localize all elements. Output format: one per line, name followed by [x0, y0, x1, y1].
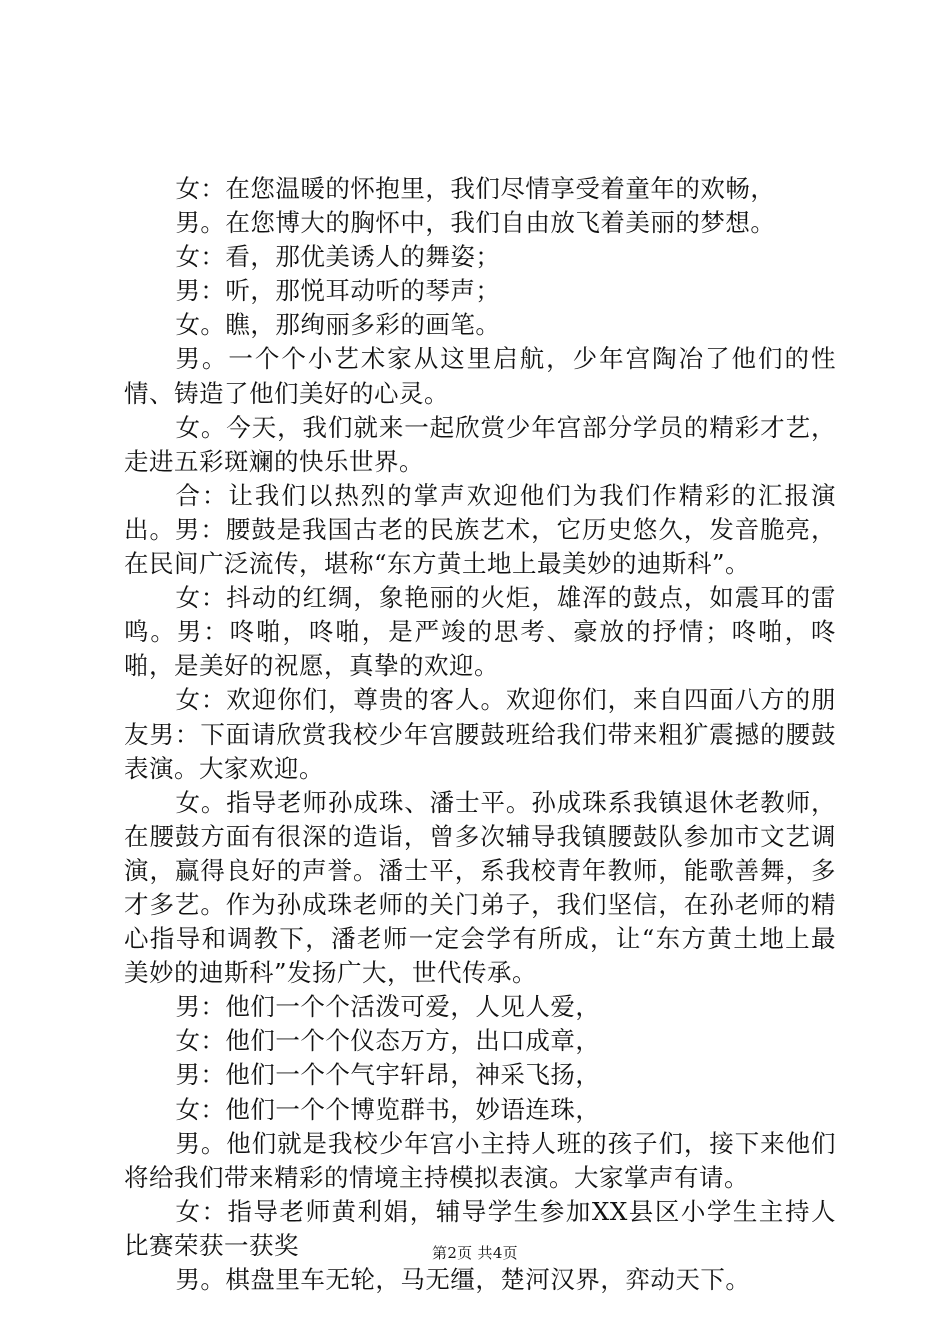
- document-body: [124, 172, 836, 1297]
- paragraph: 合：让我们以热烈的掌声欢迎他们为我们作精彩的汇报演出。男：腰鼓是我国古老的民族艺术，它历史悠久，发音脆亮，在民间广泛流传，堪称“东方黄土地上最美妙的迪斯科”。: [124, 480, 836, 579]
- paragraph: 女：他们一个个仪态万方，出口成章，: [175, 1026, 601, 1056]
- paragraph: 女：指导老师黄利娟，辅导学生参加XX县区小学生主持人比赛荣获一获奖: [124, 1196, 836, 1260]
- paragraph: 女。指导老师孙成珠、潘士平。孙成珠系我镇退休老教师，在腰鼓方面有很深的造诣，曾多次辅导我镇腰鼓队参加市文艺调演，赢得良好的声誉。潘士平，系我校青年教师，能歌善舞，多才多艺。作为孙成珠老师的关门弟子，我们坚信，在孙老师的精心指导和调教下，潘老师一定会学有所成，让“东方黄土地上最美妙的迪斯科”发扬广大，世代传承。: [124, 787, 836, 988]
- paragraph: 男。一个个小艺术家从这里启航，少年宫陶冶了他们的性情、铸造了他们美好的心灵。: [124, 344, 836, 408]
- paragraph: 女。今天，我们就来一起欣赏少年宫部分学员的精彩才艺，走进五彩斑斓的快乐世界。: [124, 412, 836, 476]
- paragraph: 男。棋盘里车无轮，马无缰，楚河汉界，弈动天下。: [175, 1265, 751, 1294]
- paragraph: 男：他们一个个活泼可爱，人见人爱，: [175, 992, 601, 1022]
- paragraph: 女：欢迎你们，尊贵的客人。欢迎你们，来自四面八方的朋友男：下面请欣赏我校少年宫腰鼓班给我们带来粗犷震撼的腰鼓表演。大家欢迎。: [124, 685, 836, 783]
- page-number-label: 第2页 共4页: [432, 1244, 518, 1262]
- paragraph: 男：听，那悦耳动听的琴声；: [175, 276, 501, 306]
- paragraph: 女：他们一个个博览群书，妙语连珠，: [175, 1094, 601, 1124]
- paragraph: 男。在您博大的胸怀中，我们自由放飞着美丽的梦想。: [175, 208, 776, 238]
- paragraph: 女。瞧，那绚丽多彩的画笔。: [175, 310, 501, 340]
- paragraph: 男。他们就是我校少年宫小主持人班的孩子们，接下来他们将给我们带来精彩的情境主持模拟表演。大家掌声有请。: [124, 1128, 836, 1192]
- paragraph: 男：他们一个个气宇轩昂，神采飞扬，: [175, 1060, 601, 1090]
- paragraph: 女：在您温暖的怀抱里，我们尽情享受着童年的欢畅，: [175, 174, 776, 203]
- paragraph: 女：看，那优美诱人的舞姿；: [175, 242, 501, 272]
- page-footer: [0, 1243, 950, 1263]
- paragraph: 女：抖动的红绸，象艳丽的火炬，雄浑的鼓点，如震耳的雷鸣。男：咚啪，咚啪，是严竣的思考、豪放的抒情；咚啪，咚啪，是美好的祝愿，真挚的欢迎。: [124, 583, 836, 681]
